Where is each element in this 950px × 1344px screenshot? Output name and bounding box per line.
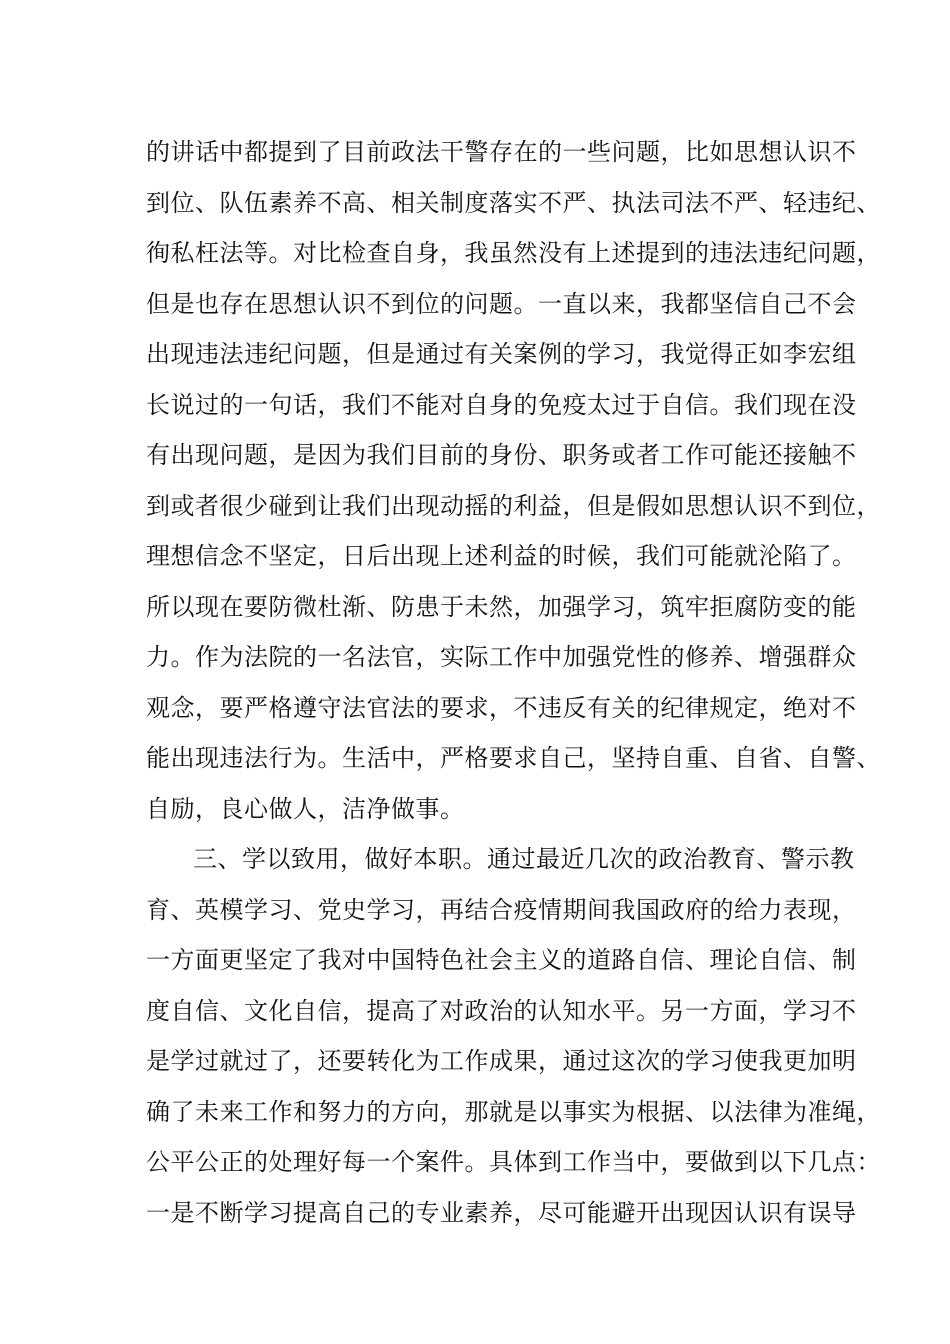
text-line: 观念，要严格遵守法官法的要求，不违反有关的纪律规定，绝对不 — [146, 693, 857, 722]
text-line: 长说过的一句话，我们不能对自身的免疫太过于自信。我们现在没 — [146, 390, 857, 419]
text-line: 到位、队伍素养不高、相关制度落实不严、执法司法不严、轻违纪、 — [146, 188, 881, 217]
body-text — [146, 127, 881, 1238]
text-line: 的讲话中都提到了目前政法干警存在的一些问题，比如思想认识不 — [146, 138, 857, 166]
text-line: 育、英模学习、党史学习，再结合疫情期间我国政府的给力表现， — [146, 895, 857, 924]
text-line: 力。作为法院的一名法官，实际工作中加强党性的修养、增强群众 — [146, 643, 857, 671]
text-line: 自励，良心做人，洁净做事。 — [146, 794, 465, 823]
text-line: 能出现违法行为。生活中，严格要求自己，坚持自重、自省、自警、 — [146, 744, 881, 772]
text-line: 有出现问题，是因为我们目前的身份、职务或者工作可能还接触不 — [146, 441, 857, 469]
text-line: 所以现在要防微杜渐、防患于未然，加强学习，筑牢拒腐防变的能 — [146, 592, 857, 621]
text-line: 一方面更坚定了我对中国特色社会主义的道路自信、理论自信、制 — [146, 946, 857, 974]
paragraph-start-line: 三、学以致用，做好本职。通过最近几次的政治教育、警示教 — [193, 845, 855, 873]
text-line: 徇私枉法等。对比检查自身，我虽然没有上述提到的违法违纪问题， — [146, 239, 881, 267]
text-line: 度自信、文化自信，提高了对政治的认知水平。另一方面，学习不 — [146, 996, 857, 1025]
text-line: 理想信念不坚定，日后出现上述利益的时候，我们可能就沦陷了。 — [146, 542, 857, 570]
text-line: 确了未来工作和努力的方向，那就是以事实为根据、以法律为准绳， — [146, 1097, 881, 1126]
text-line: 到或者很少碰到让我们出现动摇的利益，但是假如思想认识不到位， — [146, 491, 881, 520]
text-line: 是学过就过了，还要转化为工作成果，通过这次的学习使我更加明 — [146, 1047, 857, 1075]
text-line: 一是不断学习提高自己的专业素养，尽可能避开出现因认识有误导 — [146, 1198, 857, 1227]
text-line: 公平公正的处理好每一个案件。具体到工作当中，要做到以下几点： — [146, 1148, 881, 1176]
text-line: 但是也存在思想认识不到位的问题。一直以来，我都坚信自己不会 — [146, 289, 857, 318]
text-line: 出现违法违纪问题，但是通过有关案例的学习，我觉得正如李宏组 — [146, 340, 857, 368]
